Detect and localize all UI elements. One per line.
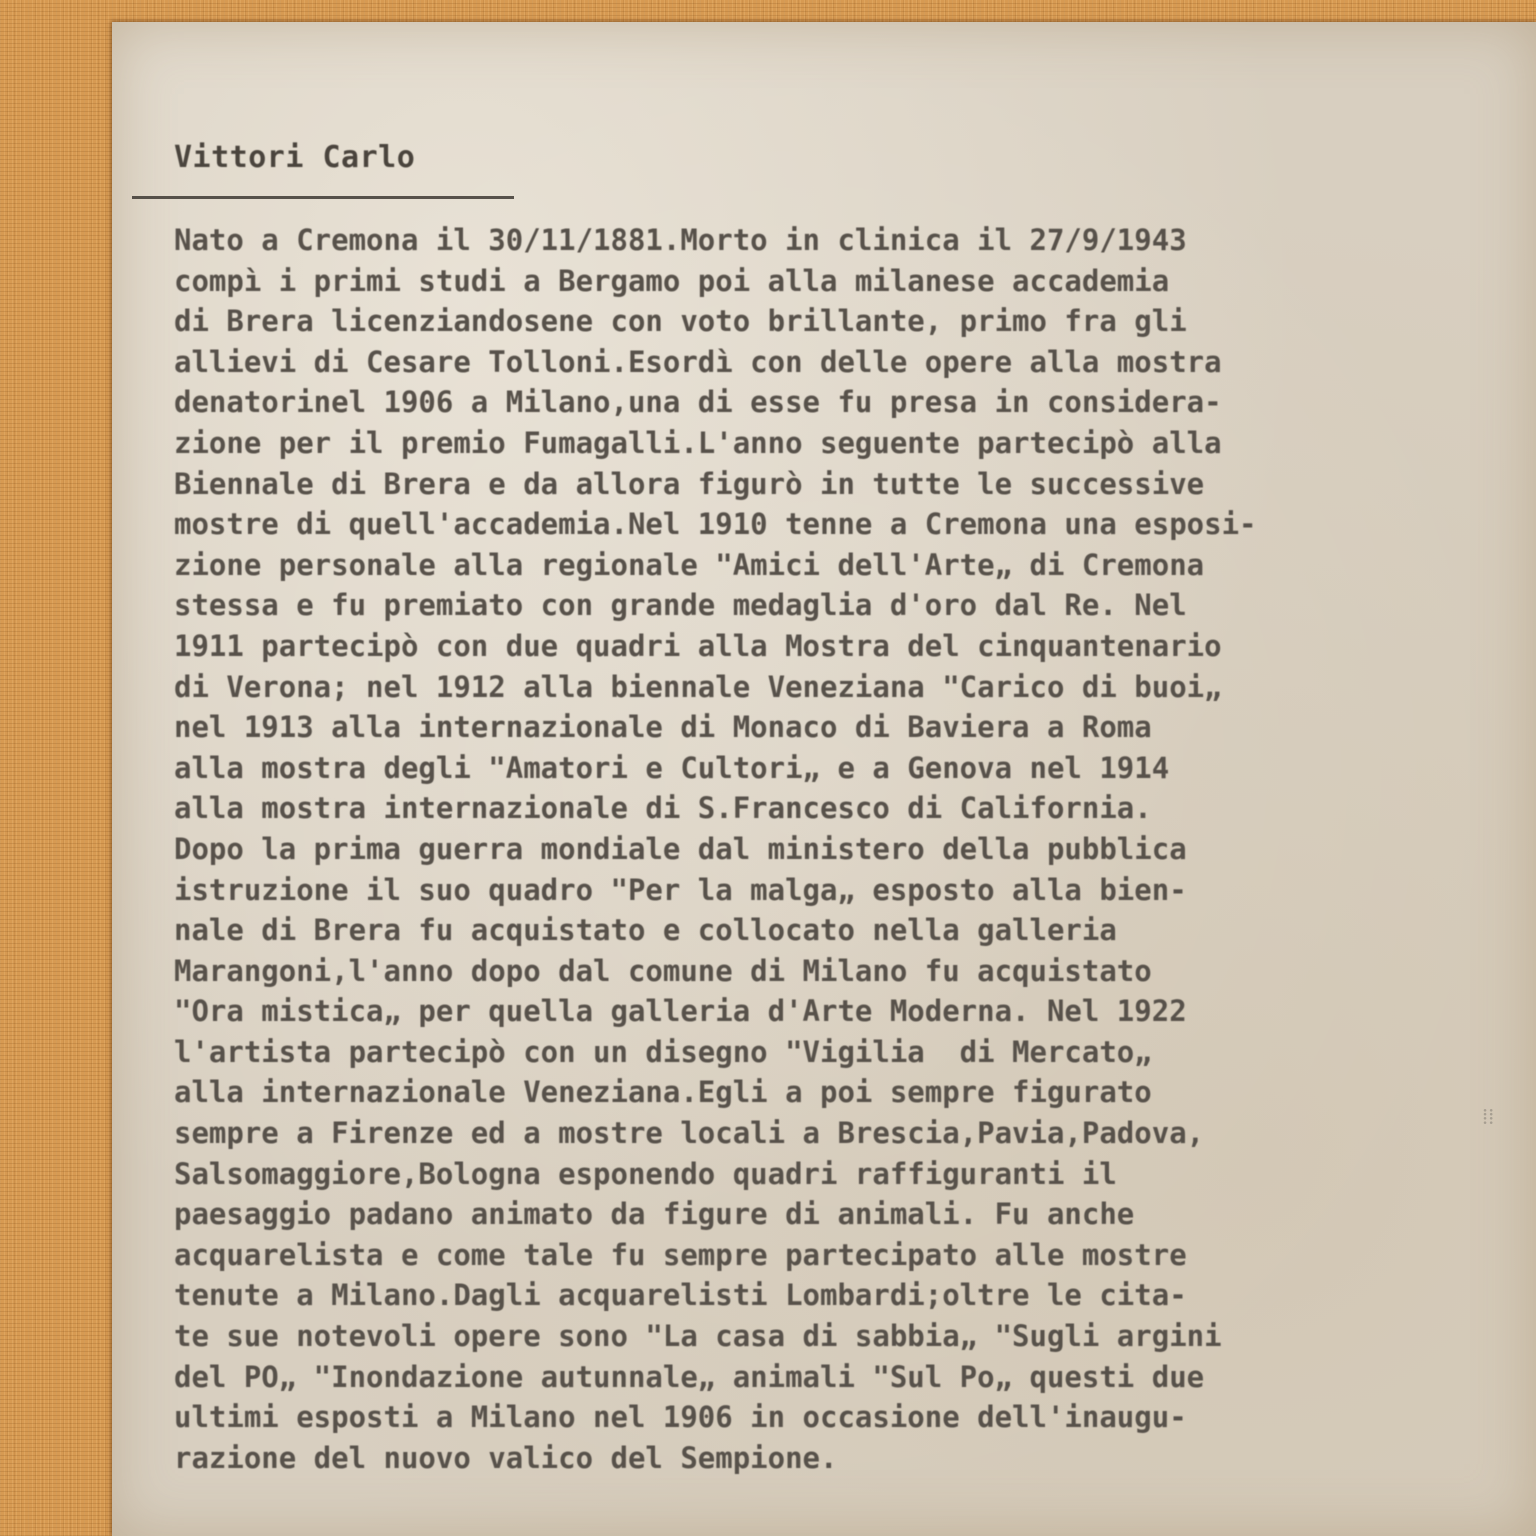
text-line: Salsomaggiore,Bologna esponendo quadri raffiguranti il: [174, 1156, 1117, 1191]
text-line: compì i primi studi a Bergamo poi alla milanese accademia: [174, 263, 1170, 298]
typewritten-sheet: [112, 22, 1536, 1536]
text-line: alla internazionale Veneziana.Egli a poi sempre figurato: [174, 1075, 1152, 1110]
text-line: zione per il premio Fumagalli.L'anno seguente partecipò alla: [174, 425, 1222, 460]
ink-smudge-mark: ⁞⁞: [1482, 1105, 1495, 1130]
text-line: istruzione il suo quadro "Per la malga„ esposto alla bien-: [174, 872, 1187, 907]
text-line: "Ora mistica„ per quella galleria d'Arte Moderna. Nel 1922: [174, 994, 1187, 1029]
text-line: allievi di Cesare Tolloni.Esordì con delle opere alla mostra: [174, 344, 1222, 379]
text-line: alla mostra internazionale di S.Francesco di California.: [174, 791, 1152, 826]
text-line: denatorinel 1906 a Milano,una di esse fu presa in considera-: [174, 385, 1222, 420]
text-line: acquarelista e come tale fu sempre partecipato alle mostre: [174, 1237, 1187, 1272]
text-line: Dopo la prima guerra mondiale dal ministero della pubblica: [174, 831, 1187, 866]
text-line: paesaggio padano animato da figure di animali. Fu anche: [174, 1197, 1135, 1232]
document-title: Vittori Carlo: [174, 140, 416, 175]
biography-text: [174, 220, 1514, 1478]
text-line: stessa e fu premiato con grande medaglia d'oro dal Re. Nel: [174, 588, 1187, 623]
text-line: 1911 partecipò con due quadri alla Mostra del cinquantenario: [174, 628, 1222, 663]
text-line: del PO„ "Inondazione autunnale„ animali "Sul Po„ questi due: [174, 1359, 1205, 1394]
text-line: sempre a Firenze ed a mostre locali a Brescia,Pavia,Padova,: [174, 1116, 1205, 1151]
text-line: te sue notevoli opere sono "La casa di sabbia„ "Sugli argini: [174, 1319, 1222, 1354]
text-line: di Brera licenziandosene con voto brillante, primo fra gli: [174, 304, 1187, 339]
text-line: Nato a Cremona il 30/11/1881.Morto in clinica il 27/9/1943: [174, 223, 1187, 257]
text-line: mostre di quell'accademia.Nel 1910 tenne a Cremona una esposi-: [174, 507, 1257, 542]
text-line: razione del nuovo valico del Sempione.: [174, 1440, 838, 1475]
text-line: di Verona; nel 1912 alla biennale Veneziana "Carico di buoi„: [174, 669, 1222, 704]
title-underline: [132, 196, 514, 199]
text-line: Marangoni,l'anno dopo dal comune di Milano fu acquistato: [174, 953, 1152, 988]
text-line: Biennale di Brera e da allora figurò in tutte le successive: [174, 466, 1205, 501]
text-line: alla mostra degli "Amatori e Cultori„ e a Genova nel 1914: [174, 750, 1170, 785]
text-line: zione personale alla regionale "Amici dell'Arte„ di Cremona: [174, 547, 1205, 582]
text-line: ultimi esposti a Milano nel 1906 in occasione dell'inaugu-: [174, 1400, 1187, 1435]
text-line: tenute a Milano.Dagli acquarelisti Lombardi;oltre le cita-: [174, 1278, 1187, 1313]
text-line: nel 1913 alla internazionale di Monaco di Baviera a Roma: [174, 710, 1152, 745]
text-line: nale di Brera fu acquistato e collocato nella galleria: [174, 913, 1117, 948]
text-line: l'artista partecipò con un disegno "Vigilia di Mercato„: [174, 1034, 1152, 1069]
